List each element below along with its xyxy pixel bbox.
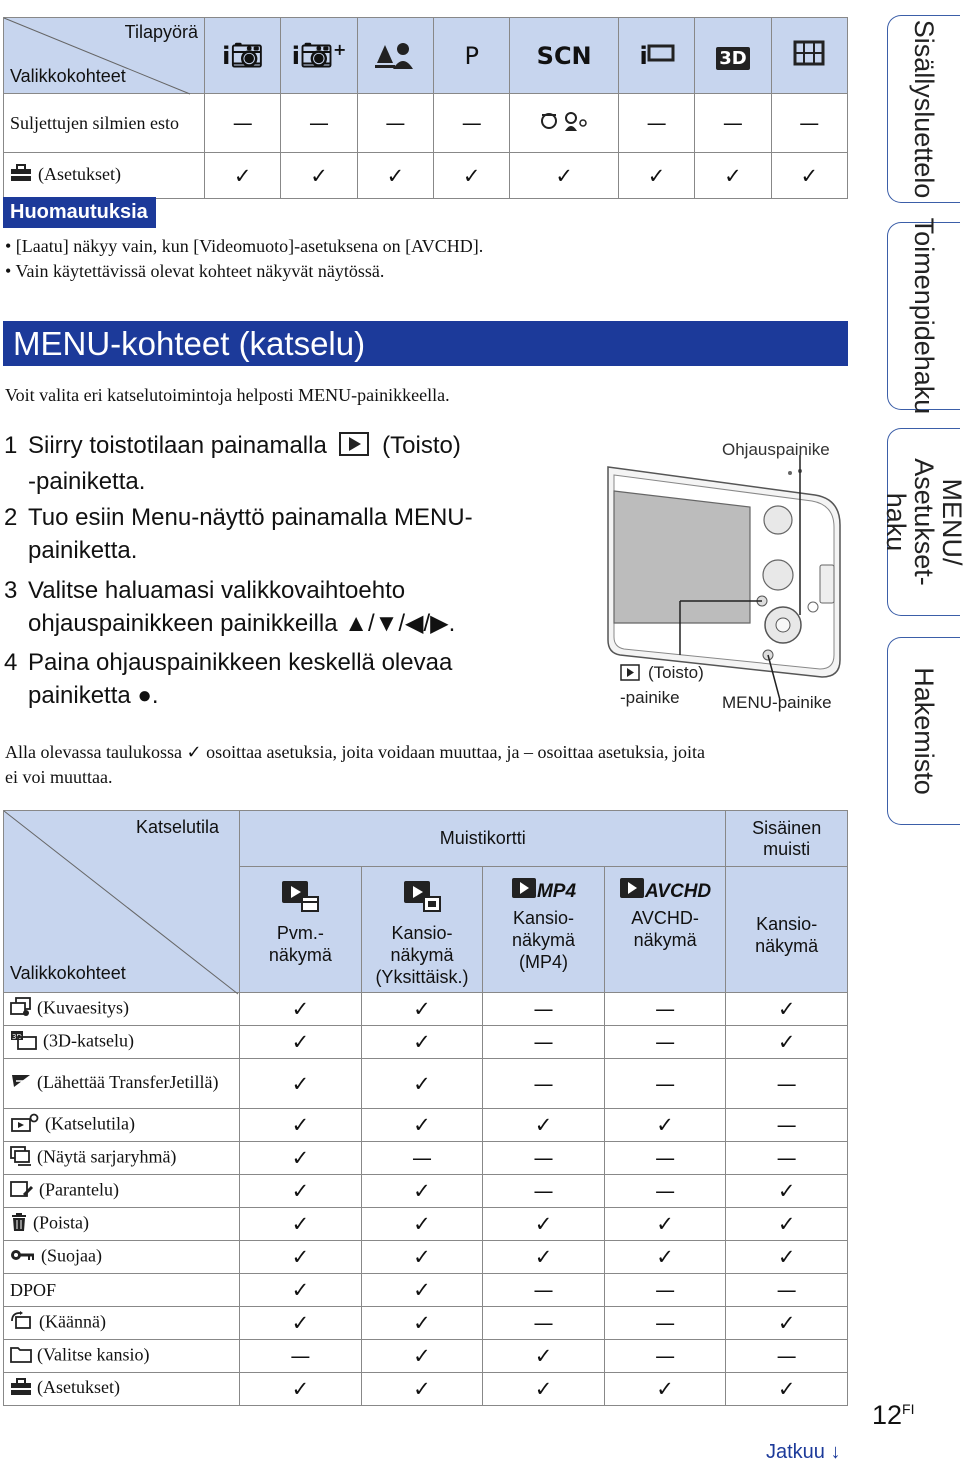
cell: — (726, 1059, 848, 1109)
cell: — (771, 94, 847, 153)
cell: ✓ (240, 1175, 362, 1208)
playback-button-label (620, 662, 704, 709)
column-label: Pvm.-näkymä (268, 923, 332, 965)
date-view-icon (240, 877, 361, 918)
step-2 (4, 501, 473, 567)
folder-view-mp4-icon (483, 877, 604, 903)
row-label-cell (4, 1373, 240, 1406)
tab-operation-search[interactable] (887, 217, 960, 415)
cell: ✓ (726, 1241, 848, 1274)
cell: ✓ (240, 1208, 362, 1241)
section-title: MENU-kohteet (katselu) (3, 321, 848, 366)
step-4 (4, 646, 452, 712)
continue-label: Jatkuu (766, 1441, 825, 1463)
cell: — (604, 1274, 726, 1307)
cell: ✓ (361, 993, 483, 1026)
cell: ✓ (240, 993, 362, 1026)
row-label: (Valitse kansio) (37, 1344, 150, 1365)
retouch-icon (10, 1179, 34, 1204)
cell: ✓ (726, 1175, 848, 1208)
cell: — (726, 1142, 848, 1175)
cell: ✓ (240, 1142, 362, 1175)
row-label-cell (4, 1142, 240, 1175)
cell: — (604, 1026, 726, 1059)
diagonal-header-cell (4, 811, 240, 993)
row-label: (Asetukset) (38, 163, 121, 184)
cell: ✓ (726, 1373, 848, 1406)
row-label: (Asetukset) (37, 1377, 120, 1398)
menu-button-label: MENU-painike (722, 693, 832, 712)
label-text: -painike (620, 688, 680, 707)
step-number: 2 (4, 504, 18, 531)
cell: ✓ (695, 153, 771, 199)
column-label: AVCHD-näkymä (631, 908, 699, 950)
3d-shooting-icon: 3D (695, 18, 771, 94)
cell: ✓ (361, 1175, 483, 1208)
folder-icon (10, 1344, 32, 1369)
protect-icon (10, 1245, 36, 1270)
control-button-label: Ohjauspainike (722, 440, 830, 459)
cell: ✓ (240, 1109, 362, 1142)
legend-text: Alla olevassa taulukossa (5, 742, 182, 762)
row-label: Suljettujen silmien esto (4, 94, 205, 153)
table-row (4, 1059, 848, 1109)
cell: ✓ (771, 153, 847, 199)
row-label-cell (4, 1109, 240, 1142)
cell: — (483, 1059, 605, 1109)
column-label: Kansio-näkymä (MP4) (512, 908, 576, 972)
step-text: ohjauspainikkeen painikkeilla ▲/▼/◀/▶. (28, 610, 456, 637)
cell: ✓ (483, 1208, 605, 1241)
tab-label: Hakemisto (909, 667, 939, 795)
row-label-cell (4, 1307, 240, 1340)
cell: — (357, 94, 433, 153)
step-number: 4 (4, 649, 18, 676)
column-label: Kansio-näkymä (755, 914, 819, 956)
row-label: (Näytä sarjaryhmä) (37, 1146, 177, 1167)
table-row (4, 1208, 848, 1241)
table-row (4, 1026, 848, 1059)
cell: — (434, 94, 510, 153)
playback-icon (339, 432, 369, 465)
cell: ✓ (604, 1109, 726, 1142)
cell: ✓ (240, 1373, 362, 1406)
table-row (4, 1373, 848, 1406)
row-label: DPOF (10, 1279, 57, 1300)
table-row (4, 1109, 848, 1142)
row-settings (4, 153, 205, 199)
cell: ✓ (361, 1274, 483, 1307)
row-label: (Parantelu) (39, 1179, 119, 1200)
step-text: Valitse haluamasi valikkovaihtoehto (28, 577, 406, 604)
cell: ✓ (240, 1059, 362, 1109)
3d-view-icon (10, 1030, 38, 1055)
icon-text: MP4 (536, 881, 577, 902)
internal-memory-header: Sisäinen muisti (726, 811, 848, 867)
table-row (4, 1175, 848, 1208)
cell: ✓ (361, 1307, 483, 1340)
tab-label: Toimenpidehaku (909, 217, 939, 415)
cell: — (604, 1340, 726, 1373)
cell: — (483, 993, 605, 1026)
cell: ✓ (483, 1109, 605, 1142)
section-intro: Voit valita eri katselutoimintoja helposti MENU-painikkeella. (5, 385, 450, 405)
view-mode-icon (10, 1113, 40, 1138)
cell: ✓ (281, 153, 357, 199)
row-label-cell (4, 1340, 240, 1373)
arrow-down-icon: ↓ (830, 1441, 841, 1463)
playback-icon (620, 664, 640, 687)
row-label: (Suojaa) (41, 1245, 102, 1266)
cell: ✓ (361, 1026, 483, 1059)
mode-dial-label: Tilapyörä (124, 22, 199, 42)
cell: ✓ (361, 1340, 483, 1373)
delete-icon (10, 1212, 28, 1237)
table-row (4, 1241, 848, 1274)
folder-view-still-icon (362, 877, 483, 918)
tab-contents[interactable] (887, 15, 960, 203)
cell: ✓ (434, 153, 510, 199)
movie-mode-icon (771, 18, 847, 94)
cell: ✓ (483, 1241, 605, 1274)
step-text: Siirry toistotilaan painamalla (28, 432, 327, 459)
step-1 (4, 429, 461, 498)
row-label-cell (4, 1026, 240, 1059)
notes-list (5, 234, 483, 284)
column-folder-mp4 (483, 867, 605, 993)
label-text: (Toisto) (648, 663, 704, 682)
playback-menu-table (3, 810, 848, 1406)
step-number: 1 (4, 432, 18, 459)
row-label: (Käännä) (39, 1311, 106, 1332)
column-label: Kansio-näkymä (Yksittäisk.) (375, 923, 469, 987)
cell: ✓ (483, 1340, 605, 1373)
burst-group-icon (10, 1146, 32, 1171)
step-text: painiketta ●. (28, 682, 159, 709)
tab-label: MENU/ Asetukset-haku (881, 458, 967, 586)
table-row (4, 1340, 848, 1373)
table-legend (5, 740, 850, 790)
step-text: painiketta. (28, 537, 138, 564)
tab-index[interactable] (887, 637, 960, 825)
cell: — (604, 1142, 726, 1175)
cell: ✓ (357, 153, 433, 199)
cell: — (726, 1274, 848, 1307)
menu-items-label: Valikkokohteet (10, 66, 126, 86)
cell: — (604, 1175, 726, 1208)
cell: ✓ (361, 1208, 483, 1241)
cell: — (604, 1059, 726, 1109)
cell: ✓ (604, 1373, 726, 1406)
transferjet-icon (10, 1071, 32, 1097)
cell: ✓ (361, 1241, 483, 1274)
step-text: -painiketta. (28, 468, 146, 495)
row-label: (Kuvaesitys) (37, 997, 129, 1018)
cell: — (483, 1307, 605, 1340)
svg-text:3D: 3D (12, 1032, 22, 1041)
cell: ✓ (361, 1059, 483, 1109)
column-avchd (604, 867, 726, 993)
cell: ✓ (726, 993, 848, 1026)
cell: — (604, 1307, 726, 1340)
row-label: (Poista) (33, 1212, 89, 1233)
cell: ✓ (604, 1208, 726, 1241)
continue-link[interactable] (766, 1441, 841, 1464)
diagonal-header-cell (4, 18, 205, 94)
rotate-icon (10, 1311, 34, 1336)
notes-title: Huomautuksia (3, 197, 156, 228)
cell: — (240, 1340, 362, 1373)
column-internal-folder (726, 867, 848, 993)
row-label: (Lähettää TransferJetillä) (37, 1071, 219, 1092)
icon-text: AVCHD (645, 881, 712, 902)
cell: ✓ (726, 1026, 848, 1059)
step-text: Tuo esiin Menu-näyttö painamalla MENU- (28, 504, 473, 531)
step-number: 3 (4, 577, 18, 604)
table-body (4, 993, 848, 1406)
cell: ✓ (240, 1307, 362, 1340)
row-label-cell (4, 993, 240, 1026)
table-row (4, 993, 848, 1026)
toolbox-icon (10, 164, 32, 187)
cell: — (695, 94, 771, 153)
cell: — (726, 1340, 848, 1373)
cell: — (483, 1175, 605, 1208)
cell: ✓ (618, 153, 694, 199)
program-auto-icon: P (434, 18, 510, 94)
cell: ✓ (604, 1241, 726, 1274)
row-label-cell (4, 1274, 240, 1307)
cell: — (483, 1142, 605, 1175)
cell: — (726, 1109, 848, 1142)
avchd-view-icon (605, 877, 726, 903)
row-label-cell (4, 1208, 240, 1241)
cell: ✓ (361, 1373, 483, 1406)
row-label: (Katselutila) (45, 1113, 135, 1134)
row-label: (3D-katselu) (43, 1030, 134, 1051)
check-icon: ✓ (186, 742, 202, 763)
menu-items-label: Valikkokohteet (10, 963, 126, 983)
scene-selection-icon: SCN (510, 18, 619, 94)
cell: ✓ (361, 1109, 483, 1142)
row-label-cell (4, 1175, 240, 1208)
superior-auto-icon: i📷︎+ (281, 18, 357, 94)
tab-menu-settings-search[interactable] (881, 428, 967, 616)
cell: — (361, 1142, 483, 1175)
table-row (4, 1274, 848, 1307)
legend-text: osoittaa asetuksia, joita voidaan muuttaa, ja – osoittaa asetuksia, joita (206, 742, 705, 762)
cell: — (205, 94, 281, 153)
page-language: FI (902, 1401, 915, 1417)
step-3 (4, 574, 455, 640)
note-item: • [Laatu] näkyy vain, kun [Videomuoto]-asetuksena on [AVCHD]. (5, 236, 484, 256)
cell: ✓ (726, 1307, 848, 1340)
cell: — (618, 94, 694, 153)
eye-detection-icons (510, 94, 619, 153)
mode-dial-table (3, 17, 848, 199)
step-text: (Toisto) (382, 432, 461, 459)
memory-card-header: Muistikortti (240, 811, 726, 867)
table-row (4, 1307, 848, 1340)
row-label-cell (4, 1059, 240, 1109)
intelligent-auto-icon: i📷︎ (205, 18, 281, 94)
row-label-cell (4, 1241, 240, 1274)
cell: ✓ (483, 1373, 605, 1406)
sweep-panorama-icon: i (618, 18, 694, 94)
legend-text: ei voi muuttaa. (5, 767, 113, 787)
settings-icon (10, 1378, 32, 1401)
note-item: • Vain käytettävissä olevat kohteet näkyvät näytössä. (5, 261, 385, 281)
cell: — (483, 1026, 605, 1059)
cell: ✓ (240, 1274, 362, 1307)
table-row (4, 1142, 848, 1175)
column-date-view (240, 867, 362, 993)
cell: ✓ (510, 153, 619, 199)
cell: ✓ (240, 1241, 362, 1274)
page-number-value: 12 (872, 1400, 903, 1430)
step-text: Paina ohjauspainikkeen keskellä olevaa (28, 649, 453, 676)
slideshow-icon (10, 997, 32, 1022)
page-number (872, 1400, 915, 1431)
view-mode-label: Katselutila (136, 817, 220, 837)
background-defocus-icon (357, 18, 433, 94)
column-folder-single (361, 867, 483, 993)
cell: — (604, 993, 726, 1026)
cell: — (483, 1274, 605, 1307)
cell: — (281, 94, 357, 153)
cell: ✓ (240, 1026, 362, 1059)
cell: ✓ (205, 153, 281, 199)
tab-label: Sisällysluettelo (909, 19, 939, 199)
cell: ✓ (726, 1208, 848, 1241)
